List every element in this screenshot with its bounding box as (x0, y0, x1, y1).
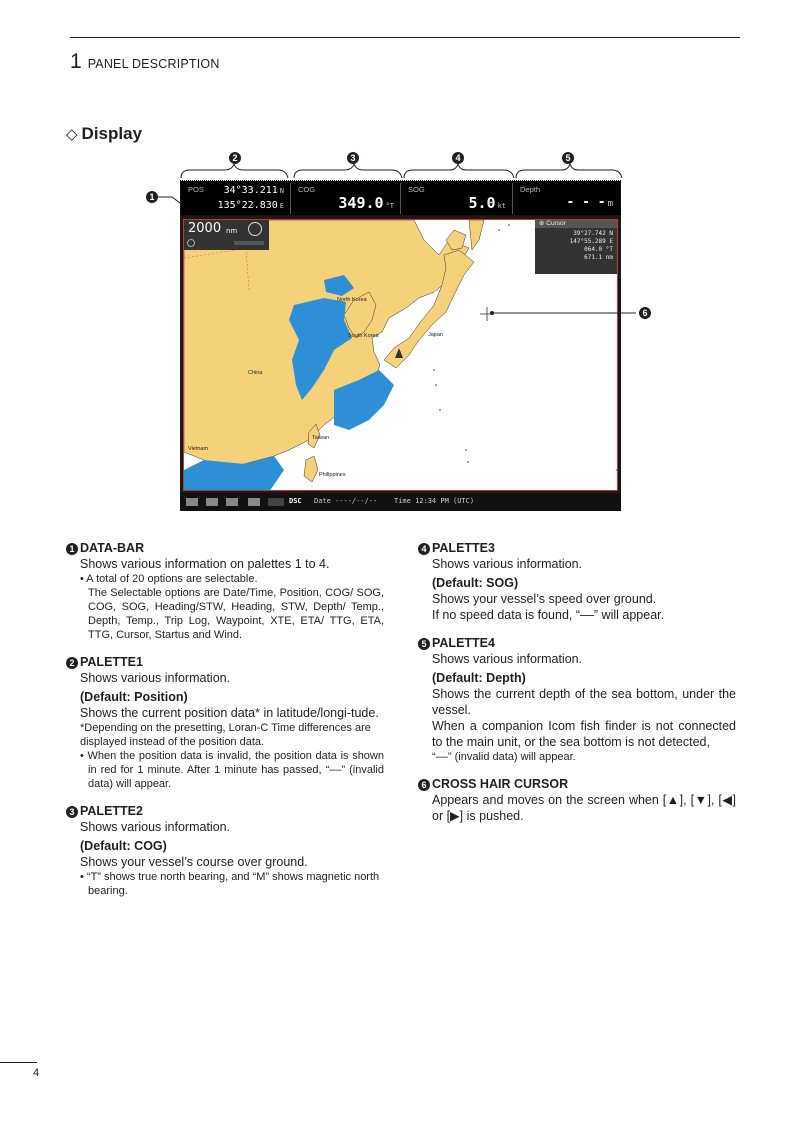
compass-icon[interactable] (248, 222, 262, 236)
databar-bullet: • A total of 20 options are selectable. (80, 573, 258, 585)
radar-status-icon (248, 498, 260, 506)
gps-status-icon (186, 498, 198, 506)
page-number: 4 (33, 1067, 40, 1079)
cursor-lon: 147°55.289 E (569, 238, 613, 245)
sog-value: 5.0 kt (468, 194, 506, 212)
callout-4: 4 (452, 152, 464, 164)
depth-value: - - - m (566, 195, 613, 210)
callout-3: 3 (347, 152, 359, 164)
blank-status-icon (268, 498, 284, 506)
label-vietnam: Vietnam (188, 446, 209, 452)
databar-note: The Selectable options are Date/Time, Position, COG/ SOG, COG, SOG, Heading/STW, Heading, STW, Depth/ Temp., Depth, Temp., Trip Log, Waypoint, XTE, ETA/ TTG, ETA, TTG, Cursor, Startus and Wind. (88, 587, 384, 641)
databar-heading: 1 DATA-BAR (66, 540, 384, 556)
callout-6: 6 (639, 307, 651, 319)
pos-lat: 34°33.211 N (223, 185, 284, 196)
antenna-status-icon (206, 498, 218, 506)
palette4-number: 5 (418, 638, 430, 650)
cursor-number: 6 (418, 779, 430, 791)
cursor-distance: 671.1 nm (584, 254, 613, 261)
palette4-desc: Shows various information. (432, 652, 583, 666)
callout-2: 2 (229, 152, 241, 164)
chart-map[interactable] (183, 219, 618, 491)
bracket-palette1 (181, 164, 288, 178)
cursor-info-box[interactable] (535, 220, 617, 274)
palette1-desc: Shows various information. (80, 671, 231, 685)
palette1-number: 2 (66, 657, 78, 669)
callout-5: 5 (562, 152, 574, 164)
palette4-default: (Default: Depth) (432, 671, 526, 685)
databar-desc: Shows various information on palettes 1 to 4. (80, 557, 330, 571)
palette2-number: 3 (66, 806, 78, 818)
bracket-palette2 (294, 164, 402, 178)
depth-label: Depth (520, 185, 541, 194)
right-column (418, 540, 736, 824)
ais-status-icon (226, 498, 238, 506)
palette2-bullet: • “T” shows true north bearing, and “M” shows magnetic north bearing. (80, 871, 380, 897)
palette1-heading: 2 PALETTE1 (66, 654, 384, 670)
cog-value: 349.0 °T (338, 194, 394, 212)
palette3-number: 4 (418, 543, 430, 555)
callout-1: 1 (146, 191, 158, 203)
chapter-heading (70, 50, 220, 74)
status-bar (180, 493, 621, 511)
range-box[interactable] (184, 220, 269, 250)
databar-outline (180, 180, 621, 216)
cursor-title: ⊕ Cursor (535, 220, 617, 228)
label-philippines: Philippines (319, 472, 346, 478)
footer-rule (0, 1062, 37, 1063)
label-japan: Japan (428, 332, 443, 338)
palette1-text: Shows the current position data* in latitude/longi-tude. (80, 706, 379, 720)
left-column (66, 540, 384, 898)
chapter-number: 1 (70, 50, 82, 73)
palette2-desc: Shows various information. (80, 820, 231, 834)
palette4-note: “––” (invalid data) will appear. (432, 751, 576, 763)
diamond-icon: ◇ (66, 126, 78, 143)
palette3-text: Shows your vessel’s speed over ground. (432, 592, 657, 606)
dsc-indicator[interactable]: DSC (289, 497, 302, 505)
layer-icon[interactable] (187, 239, 195, 247)
label-china: China (248, 370, 263, 376)
pos-lon: 135°22.830 E (217, 200, 284, 211)
palette1-note: *Depending on the presetting, Loran-C Time differences are displayed instead of the position data. (80, 722, 371, 748)
palette2-default: (Default: COG) (80, 839, 167, 853)
bracket-palette4 (516, 164, 622, 178)
palette3-default: (Default: SOG) (432, 576, 519, 590)
bracket-palette3 (404, 164, 514, 178)
cursor-heading: 6 CROSS HAIR CURSOR (418, 776, 736, 792)
databar-number: 1 (66, 543, 78, 555)
status-time: Time 12:34 PM (UTC) (394, 497, 475, 505)
cog-label: COG (298, 185, 316, 194)
chapter-title: PANEL DESCRIPTION (87, 57, 220, 71)
palette4-text2: When a companion Icom fish finder is not connected to the main unit, or the sea bottom is not detected, (432, 719, 736, 749)
palette4-text: Shows the current depth of the sea bottom, under the vessel. (432, 687, 736, 717)
pos-label: POS (188, 185, 204, 194)
top-rule (70, 37, 740, 38)
palette4-heading: 5 PALETTE4 (418, 635, 736, 651)
cursor-lat: 39°27.742 N (573, 230, 613, 237)
cursor-crosshair-icon: ⊕ (539, 220, 545, 227)
palette1-bullet: • When the position data is invalid, the position data is shown in red for 1 minute. After 1 minute has passed, “––” (invalid data) will appear. (80, 750, 384, 790)
section-title: Display (81, 124, 143, 143)
range-unit: nm (226, 227, 238, 235)
palette-brackets (178, 148, 624, 184)
section-heading (66, 124, 142, 144)
palette3-heading: 4 PALETTE3 (418, 540, 736, 556)
palette3-desc: Shows various information. (432, 557, 583, 571)
cursor-bearing: 064.0 °T (584, 246, 613, 253)
status-date: Date ----/--/-- (314, 497, 378, 505)
palette2-heading: 3 PALETTE2 (66, 803, 384, 819)
sog-label: SOG (408, 185, 425, 194)
cursor-text: Appears and moves on the screen when [▲], [▼], [◀] or [▶] is pushed. (432, 793, 736, 823)
callout-6-leader (486, 306, 638, 320)
palette1-default: (Default: Position) (80, 690, 188, 704)
label-taiwan: Taiwan (312, 435, 330, 441)
range-value: 2000 (188, 221, 222, 236)
label-north-korea: North Korea (337, 297, 367, 303)
palette2-text: Shows your vessel’s course over ground. (80, 855, 308, 869)
label-south-korea: South Korea (348, 333, 379, 339)
palette3-text2: If no speed data is found, “––” will appear. (432, 608, 665, 622)
scale-bar (234, 241, 264, 245)
display-screen (180, 181, 621, 511)
